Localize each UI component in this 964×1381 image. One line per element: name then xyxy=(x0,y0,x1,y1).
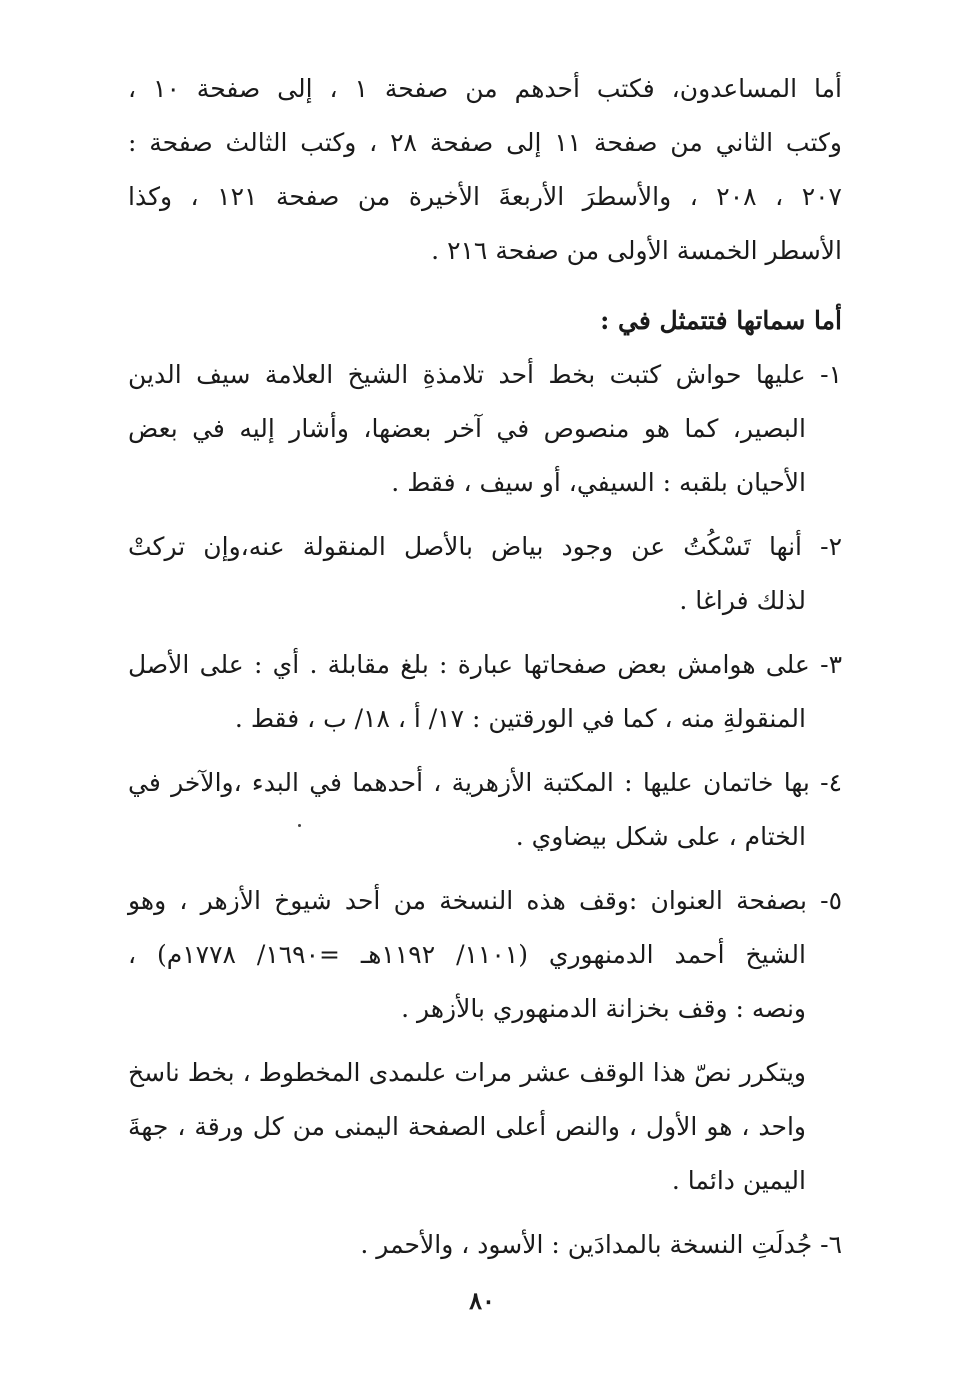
intro-line: وكتب الثاني من صفحة ١١ إلى صفحة ٢٨ ، وكتب الثالث صفحة : xyxy=(128,128,842,157)
item-line: لذلك فراغا . xyxy=(679,586,806,615)
item-line: اليمين دائما . xyxy=(671,1166,806,1195)
ink-speck xyxy=(298,824,301,827)
list-item-5-continuation xyxy=(128,1046,842,1208)
spacer xyxy=(128,746,842,756)
spacer xyxy=(128,628,842,638)
list-item-3 xyxy=(128,638,842,746)
item-line: الختام ، على شكل بيضاوي . xyxy=(515,822,806,851)
spacer xyxy=(128,278,842,294)
item-line: ٥- بصفحة العنوان :وقف هذه النسخة من أحد شيوخ الأزهر ، وهو xyxy=(128,886,842,915)
item-line: ٤- بها خاتمان عليها : المكتبة الأزهرية ، أحدهما في البدء ،والآخر في xyxy=(128,768,842,797)
intro-line: الأسطر الخمسة الأولى من صفحة ٢١٦ . xyxy=(431,236,842,265)
item-line: ١- عليها حواش كتبت بخط أحد تلامذةِ الشيخ العلامة سيف الدين xyxy=(128,360,842,389)
list-item-6 xyxy=(128,1218,842,1272)
list-item-2 xyxy=(128,520,842,628)
item-line: ونصه : وقف بخزانة الدمنهوري بالأزهر . xyxy=(401,994,806,1023)
item-line: الشيخ أحمد الدمنهوري (١١٠١/ ١١٩٢هـ =١٦٩٠/ ١٧٧٨م) ، xyxy=(128,940,806,969)
intro-line: أما المساعدون، فكتب أحدهم من صفحة ١ ، إلى صفحة ١٠ ، xyxy=(128,74,843,103)
list-item-4 xyxy=(128,756,842,864)
spacer xyxy=(128,1036,842,1046)
intro-line: ٢٠٧ ، ٢٠٨ ، والأسطرَ الأربعةَ الأخيرة من صفحة ١٢١ ، وكذا xyxy=(128,182,842,211)
page-body xyxy=(128,62,842,1272)
item-line: ٦- جُدلَتِ النسخة بالمدادَين : الأسود ، والأحمر . xyxy=(360,1230,842,1259)
section-heading: أما سماتها فتتمثل في : xyxy=(600,306,842,335)
spacer xyxy=(128,510,842,520)
item-line: ويتكرر نصّ هذا الوقف عشر مرات علىمدى المخطوط ، بخط ناسخ xyxy=(128,1058,806,1087)
item-line: الأحيان بلقبه : السيفي، أو سيف ، فقط . xyxy=(391,468,806,497)
intro-paragraph xyxy=(128,62,842,278)
item-line: واحد ، هو الأول ، والنص أعلى الصفحة اليمنى من كل ورقة ، جهةَ xyxy=(128,1112,806,1141)
item-line: ٢- أنها تَسْكُتُ عن وجود بياض بالأصل المنقولة عنه،وإن تركتْ xyxy=(128,532,842,561)
spacer xyxy=(128,864,842,874)
item-line: ٣- على هوامش بعض صفحاتها عبارة : بلغ مقابلة . أي : على الأصل xyxy=(128,650,842,679)
item-line: المنقولةِ منه ، كما في الورقتين : ١٧/ أ ، ١٨/ ب ، فقط . xyxy=(234,704,806,733)
list-item-5 xyxy=(128,874,842,1036)
item-line: البصير، كما هو منصوص في آخر بعضها، وأشار إليه في بعض xyxy=(128,414,806,443)
list-item-1 xyxy=(128,348,842,510)
page-number: ٨٠ xyxy=(469,1286,495,1315)
spacer xyxy=(128,1208,842,1218)
